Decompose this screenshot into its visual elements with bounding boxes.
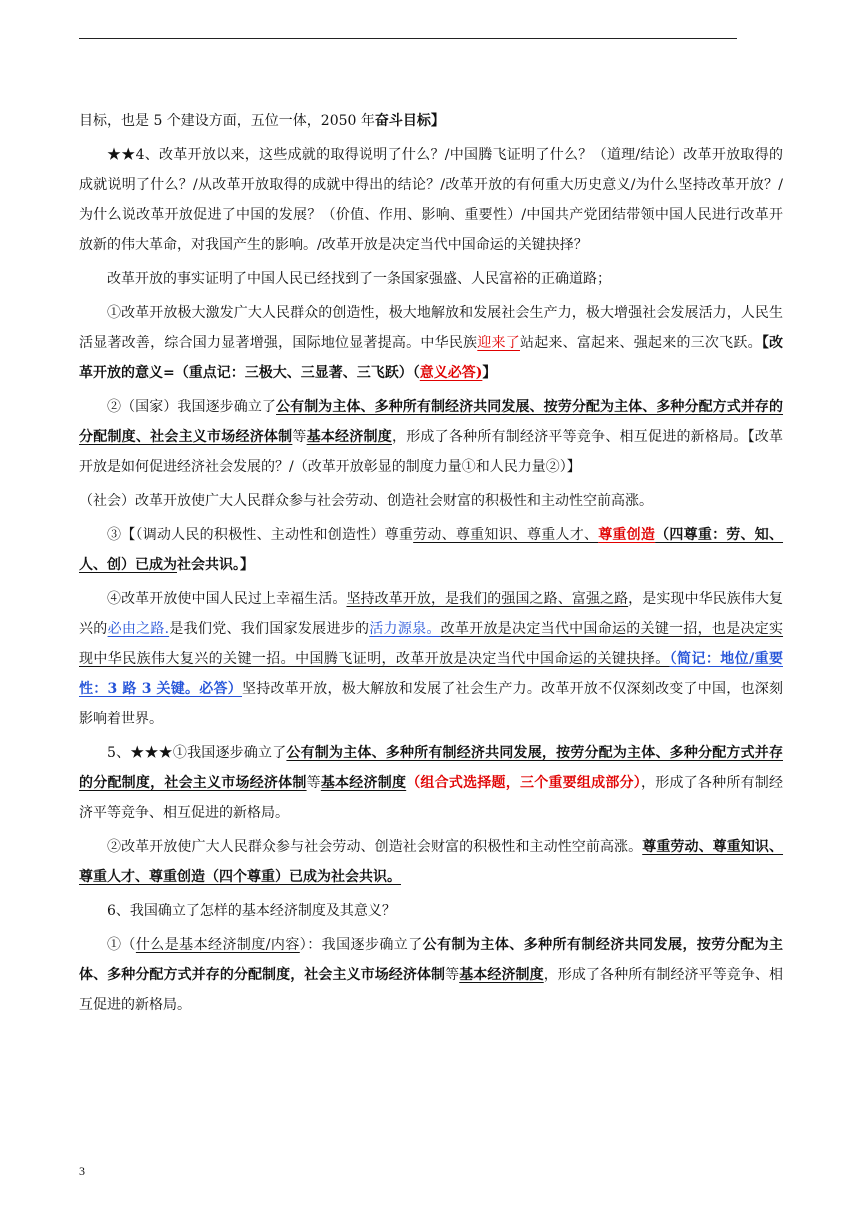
question-5	[79, 738, 783, 828]
bold-text: 奋斗目标】	[374, 113, 445, 129]
text-span: ②改革开放使广大人民群众参与社会劳动、创造社会财富的积极性和主动性空前高涨。	[107, 839, 643, 855]
text-span: ）：我国逐步确立了	[299, 937, 423, 953]
red-underlined-text: 迎来了	[477, 335, 520, 351]
question-6	[79, 896, 783, 926]
point-3-respect	[79, 520, 783, 580]
text-span: 目标，也是 5 个建设方面，五位一体，2050 年	[79, 113, 375, 129]
bold-note: 【改革开放的意义=（重点记：三极大、三显著、三飞跃）（	[79, 335, 784, 381]
text-span: 等	[306, 775, 321, 791]
text-span: 坚持改革开放，极大解放和发展了社会生产力。改革开放不仅深刻改变了中国，也深刻影响着世界。	[79, 681, 784, 727]
page-number: 3	[79, 1164, 85, 1178]
text-span: （社会）改革开放使广大人民群众参与社会劳动、创造社会财富的积极性和主动性空前高涨。	[79, 493, 653, 509]
red-bold-note: 意义必答)	[419, 365, 483, 381]
bold-underlined-text: 公有制为主体、多种所有制经济共同发展，按劳分配为主体、多种分配方式并存的分配制度，社会主义市场经济体制	[79, 745, 783, 791]
underlined-text: 劳动、尊重知识、尊重人才、	[413, 527, 599, 543]
answer-intro	[79, 264, 783, 294]
bold-underlined-text: 公有制为主体、多种所有制经济共同发展、按劳分配为主体、多种分配方式并存的分配制度、社会主义市场经济体制	[79, 399, 784, 445]
text-span: 5、★★★①我国逐步确立了	[107, 745, 287, 761]
bold-underlined-text: （四尊重：劳、知、人、创）已成为	[79, 527, 784, 573]
blue-underlined-text: 必由之路.	[107, 621, 170, 637]
bold-underlined-text: 基本经济制度	[459, 967, 544, 983]
underlined-text: 坚持改革开放，是我们的强国之路、富强之路	[346, 591, 629, 607]
text-span: 改革开放的事实证明了中国人民已经找到了一条国家强盛、人民富裕的正确道路；	[107, 271, 611, 287]
question-5-point-2	[79, 832, 783, 892]
text-span: ，形成了各种所有制经济平等竞争、相互促进的新格局。【改革开放是如何促进经济社会发展的？/（改革开放彰显的制度力量①和人民力量②）】	[79, 429, 784, 475]
question-4	[79, 140, 783, 260]
point-2-national	[79, 392, 783, 482]
bold-note: 】	[482, 365, 497, 381]
text-span: ，是实现中华民族伟大复兴的	[79, 591, 784, 637]
bold-text: 社会共识。】	[177, 557, 254, 573]
question-6-point-1	[79, 930, 783, 1020]
text-span: ，形成了各种所有制经济平等竞争、相互促进的新格局。	[79, 967, 784, 1013]
bold-underlined-text: 基本经济制度	[320, 775, 407, 791]
document-body	[79, 106, 783, 1024]
paragraph-goal-continuation	[79, 106, 783, 136]
text-span: ③【（调动人民的积极性、主动性和创造性）尊重	[107, 527, 414, 543]
bold-text: 公有制为主体、多种所有制经济共同发展，按劳分配为主体、多种分配方式并存的分配制度，社会主义市场经济体制	[79, 937, 784, 983]
blue-underlined-text: 活力源泉。	[369, 621, 441, 637]
point-4-happiness	[79, 584, 783, 734]
point-2-social	[79, 486, 783, 516]
text-span: ④改革开放使中国人民过上幸福生活。	[107, 591, 347, 607]
bold-underlined-text: 基本经济制度	[306, 429, 392, 445]
text-span: ①改革开放极大激发广大人民群众的创造性，极大地解放和发展社会生产力，极大增强社会发展活力，人民生活显著改善，综合国力显著增强，国际地位显著提高。中华民族	[79, 305, 783, 351]
blue-bold-underlined-note: （简记：地位/重要性：3 路 3 关键。必答）	[79, 651, 783, 697]
text-span: 等	[445, 967, 460, 983]
text-span: ①（	[107, 937, 136, 953]
text-span: ②（国家）我国逐步确立了	[107, 399, 277, 415]
text-span: ★★4、改革开放以来，这些成就的取得说明了什么？/中国腾飞证明了什么？（道理/结论）改革开放取得的成就说明了什么？/从改革开放取得的成就中得出的结论？/改革开放的有何重大历史意义/为什么坚持改革开放？/为什么说改革开放促进了中国的发展？（价值、作用、影响、重要性）/中国共产党团结带领中国人民进行改革开放新的伟大革命，对我国产生的影响。/改革开放是决定当代中国命运的关键抉择？	[79, 147, 783, 253]
red-bold-underlined-text: 尊重创造	[598, 527, 656, 543]
text-span: 等	[292, 429, 307, 445]
point-1-significance	[79, 298, 783, 388]
text-span: ，形成了各种所有制经济平等竞争、相互促进的新格局。	[79, 775, 784, 821]
underlined-text: 什么是基本经济制度/内容	[135, 937, 300, 953]
bold-underlined-text: 尊重劳动、尊重知识、尊重人才、尊重创造（四个尊重）已成为社会共识。	[79, 839, 784, 885]
text-span: 是我们党、我们国家发展进步的	[169, 621, 370, 637]
underlined-text: 改革开放是决定当代中国命运的关键一招，也是决定实现中华民族伟大复兴的关键一招。中国腾飞证明，改革开放是决定当代中国命运的关键抉择。	[79, 621, 784, 667]
header-rule	[79, 38, 737, 39]
text-span: 6、我国确立了怎样的基本经济制度及其意义？	[107, 903, 396, 919]
red-bold-note: （组合式选择题，三个重要组成部分）	[406, 775, 642, 791]
text-span: 站起来、富起来、强起来的三次飞跃。	[519, 335, 762, 351]
